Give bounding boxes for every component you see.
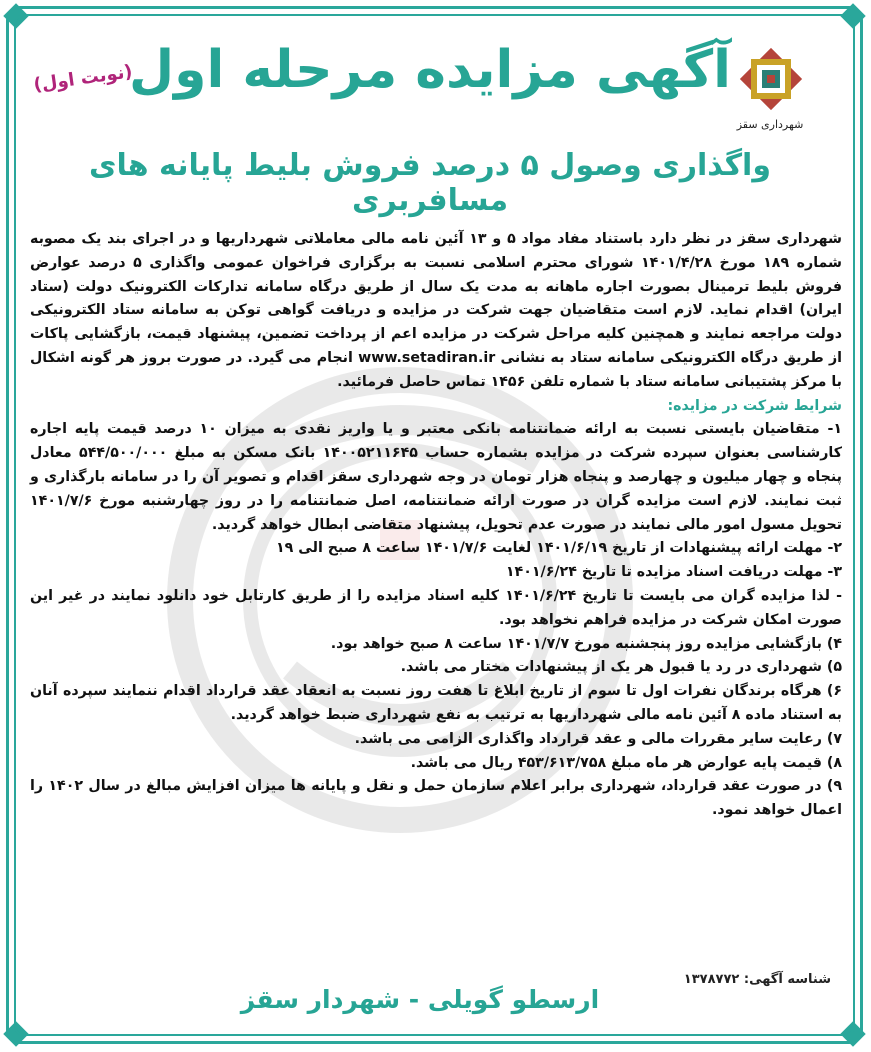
condition-item: ۸) قیمت پایه عوارض هر ماه مبلغ ۴۵۳/۶۱۳/۷۵۸ ریال می باشد. [410,754,842,771]
condition-item: ۳- مهلت دریافت اسناد مزایده تا تاریخ ۱۴۰۱/۶/۲۴ [505,564,842,581]
page-title: آگهی مزایده مرحله اول [129,40,731,100]
condition-item: ۹) در صورت عقد قرارداد، شهرداری برابر اعلام سازمان حمل و نقل و پایانه ها میزان افزایش مبالغ در سال ۱۴۰۲ را اعمال خواهد نمود. [30,778,842,819]
logo-caption: شهرداری سقز [736,118,804,131]
page-subtitle: واگذاری وصول ۵ درصد فروش بلیط پایانه های مسافربری [89,148,771,218]
intro-paragraph: شهرداری سقز در نظر دارد باستناد مفاد مواد ۵ و ۱۳ آئین نامه مالی معاملاتی شهرداریها و در اجرای بند یک مصوبه شماره ۱۸۹ مورخ ۱۴۰۱/۴/۲۸ شورای محترم اسلامی نسبت به برگزاری فراخوان عمومی واگذاری ۵ درصد عوارض فروش بلیط ترمینال بصورت اجاره ماهانه به مدت یک سال از طریق درگاه سامانه تدارکات الکترونیک دولت (ستاد ایران) اقدام نماید. لازم است متقاضیان جهت شرکت در مزایده و دریافت گواهی توکن به سامانه ستاد الکترونیکی دولت مراجعه نمایند و همچنین کلیه مراحل شرکت در مزایده اعم از پرداخت تضمین، پیشنهاد قیمت، بازگشایی پاکات از طریق درگاه الکترونیکی سامانه ستاد به نشانی www.setadiran.ir انجام می گیرد. در صورت بروز هر گونه اشکال با مرکز پشتیبانی سامانه ستاد با شماره تلفن ۱۴۵۶ تماس حاصل فرمائید. [30,231,842,390]
announcement-body [30,228,842,823]
condition-item: ۴) بازگشایی مزایده روز پنجشنبه مورخ ۱۴۰۱/۷/۷ ساعت ۸ صبح خواهد بود. [330,635,842,652]
condition-item: ۵) شهرداری در رد یا قبول هر یک از پیشنهادات مختار می باشد. [400,659,842,676]
municipality-logo [738,46,804,112]
condition-item: ۶) هرگاه برندگان نفرات اول تا سوم از تاریخ ابلاغ تا هفت روز نسبت به انعقاد عقد قرارداد اقدام ننمایند سپرده آنان به استناد ماده ۸ آئین نامه مالی شهرداریها به ترتیب به نفع شهرداری ضبط خواهد گردید. [30,683,842,723]
condition-item: ۲- مهلت ارائه پیشنهادات از تاریخ ۱۴۰۱/۶/۱۹ لغایت ۱۴۰۱/۷/۶ ساعت ۸ صبح الی ۱۹ [276,540,842,557]
notice-id: شناسه آگهی: ۱۳۷۸۷۷۲ [683,972,831,987]
condition-item: ۷) رعایت سایر مقررات مالی و عقد قرارداد واگذاری الزامی می باشد. [354,730,842,747]
condition-item: ۱- متقاضیان بایستی نسبت به ارائه ضمانتنامه بانکی معتبر و یا واریز نقدی به میزان ۱۰ درصد قیمت پایه اجاره کارشناسی بعنوان سپرده شرکت در مزایده بشماره حساب ۱۴۰۰۵۲۱۱۶۴۵ بانک مسکن به مبلغ ۵۴۴/۵۰۰/۰۰۰ معادل پنجاه و چهار میلیون و چهارصد و پنجاه هزار تومان در وجه شهرداری سقز اقدام و تصویر آن را در سامانه بارگذاری و ثبت نمایند. لازم است مزایده گران در صورت ارائه ضمانتنامه، اصل ضمانتنامه را در روز چهارشنبه مورخ ۱۴۰۱/۷/۶ تحویل مسول امور مالی نمایند در صورت عدم تحویل، پیشنهاد متقاضی ابطال خواهد گردید. [30,421,843,533]
conditions-heading: شرایط شرکت در مزایده: [667,397,842,414]
condition-item: - لذا مزایده گران می بایست تا تاریخ ۱۴۰۱/۶/۲۴ کلیه اسناد مزایده را از طریق کارتابل خود دانلود نمایند در غیر این صورت امکان شرکت در مزایده فراهم نخواهد بود. [30,587,843,628]
signature: ارسطو گویلی - شهردار سقز [240,985,600,1014]
notice-round-tag: (نوبت اول) [32,61,134,96]
